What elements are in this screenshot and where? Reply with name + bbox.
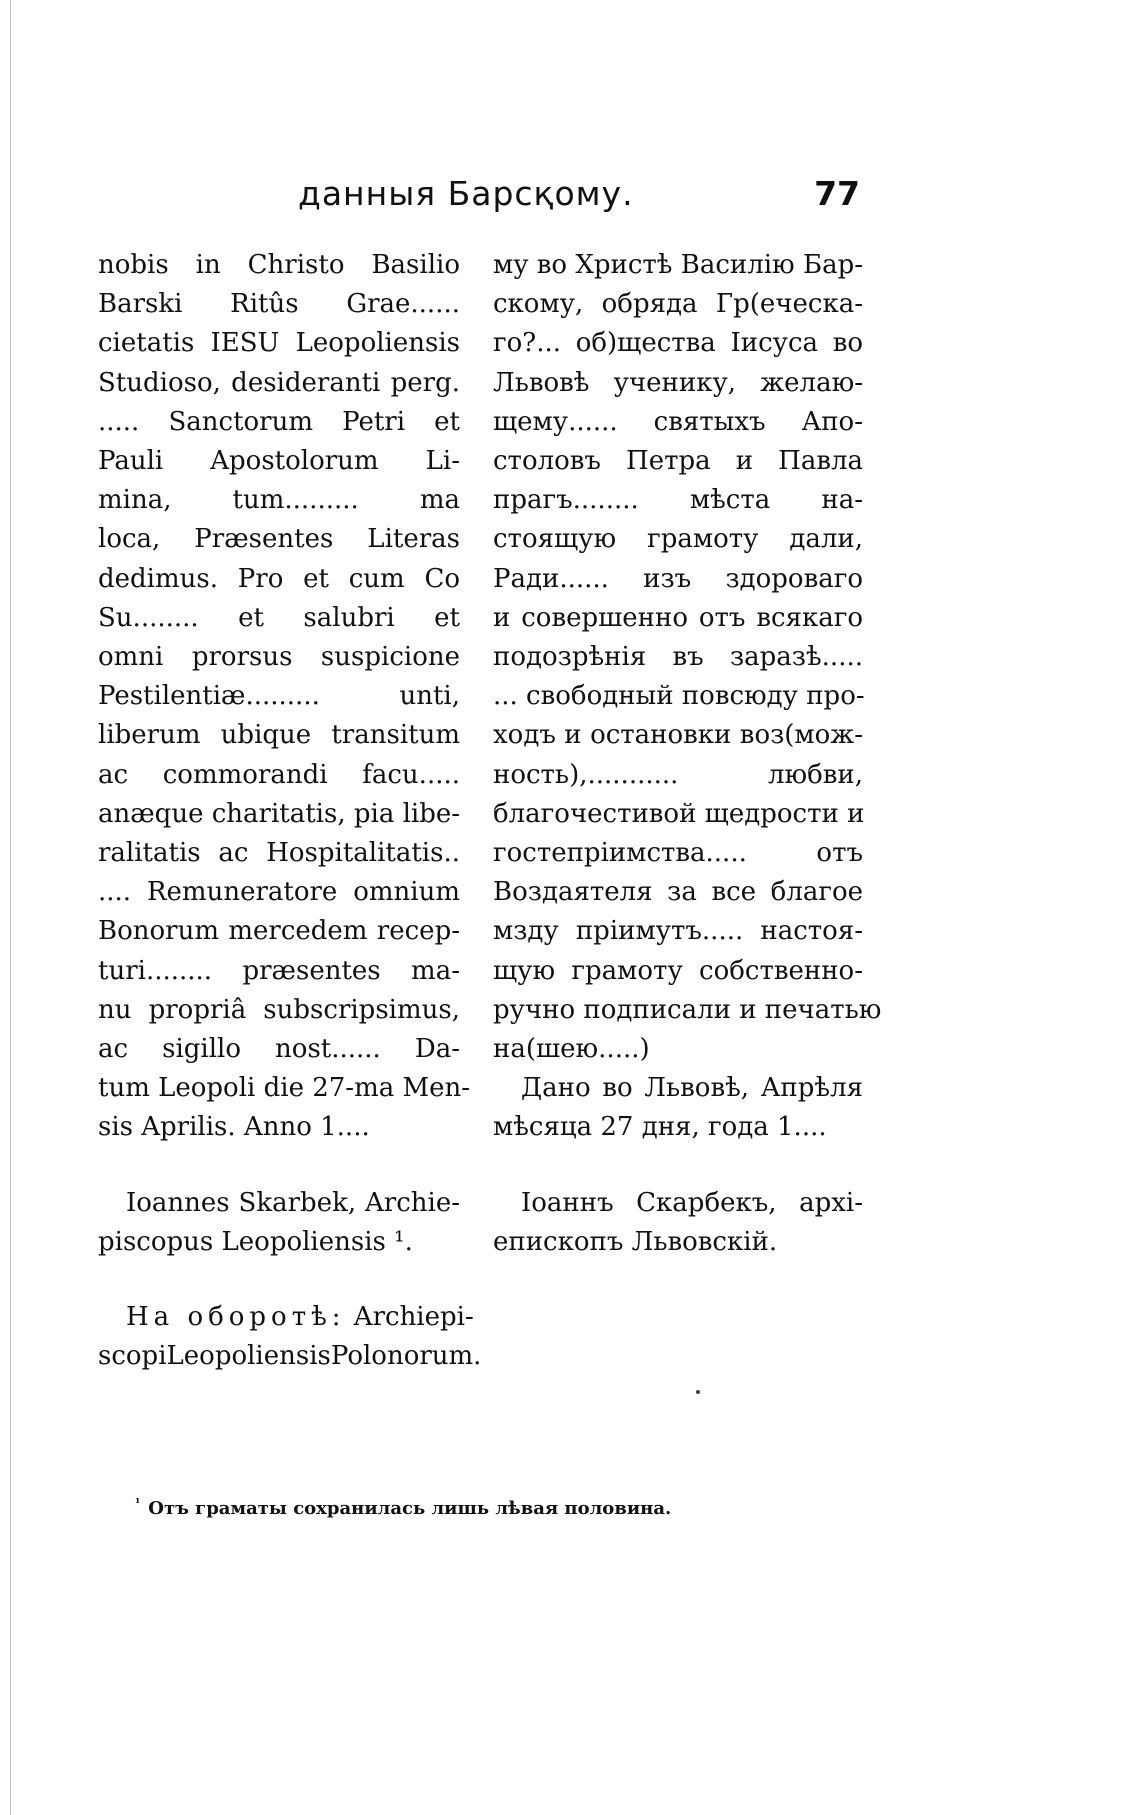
russian-date-line: мѣсяца 27 дня, года 1.... (493, 1112, 827, 1143)
russian-signature-line: Іоаннъ Скарбекъ, архі- (521, 1187, 863, 1218)
russian-text-line: скому, обряда Гр(еческа- (493, 289, 863, 320)
latin-text-line: ralitatis ac Hospitalitatis.. (98, 838, 460, 869)
latin-text-line: Pauli Apostolorum Li- (98, 446, 460, 477)
latin-text-line: Barski Ritûs Grae...... (98, 289, 460, 320)
latin-text-line: sis Aprilis. Anno 1.... (98, 1112, 370, 1143)
latin-column (98, 246, 482, 1412)
latin-main-paragraph (98, 246, 471, 1148)
latin-text-line: .... Remuneratore omnium (98, 877, 460, 908)
russian-signature-line: епископъ Львовскій. (493, 1226, 778, 1257)
latin-text-line: ac sigillo nost...... Da- (98, 1034, 460, 1065)
russian-text-line: ность),........... любви, (493, 759, 863, 790)
russian-text-line: Ради...... изъ здороваго (493, 563, 863, 594)
russian-text-line: ходъ и остановки воз(мож- (493, 720, 863, 751)
russian-text-line: щему...... святыхъ Апо- (493, 406, 863, 437)
latin-text-line: omni prorsus suspicione (98, 642, 460, 673)
russian-text-line: ... свободный повсюду про- (493, 681, 865, 712)
latin-text-line: Bonorum mercedem recep- (98, 916, 460, 947)
russian-signature (493, 1184, 863, 1262)
verso-label: На оборотѣ: (126, 1302, 346, 1333)
latin-text-line: tum Leopoli die 27-ma Men- (98, 1073, 471, 1104)
russian-text-line: и совершенно отъ всякаго (493, 602, 863, 633)
latin-text-line: cietatis IESU Leopoliensis (98, 328, 460, 359)
stray-dot (696, 1390, 700, 1394)
russian-text-line: щую грамоту собственно- (493, 955, 863, 986)
verso-text-2: scopiLeopoliensisPolonorum. (98, 1341, 482, 1372)
running-title: данныя Барсқому. (298, 174, 634, 213)
russian-text-line: благочестивой щедрости и (493, 798, 865, 829)
latin-signature-line: piscopus Leopoliensis ¹. (98, 1226, 413, 1257)
russian-text-line: Воздаятеля за все благое (493, 877, 863, 908)
verso-text-1: Archiepi- (345, 1302, 474, 1333)
page-edge-line (10, 0, 11, 1815)
latin-text-line: dedimus. Pro et cum Co (98, 563, 460, 594)
latin-signature (98, 1184, 460, 1262)
russian-text-line: ручно подписали и печатью (493, 994, 882, 1025)
latin-text-line: liberum ubique transitum (98, 720, 460, 751)
russian-text-line: прагъ........ мѣста на- (493, 485, 863, 516)
russian-text-line: стоящую грамоту дали, (493, 524, 863, 555)
russian-text-line: го?... об)щества Іисуса во (493, 328, 863, 359)
latin-text-line: nobis in Christo Basilio (98, 250, 460, 280)
latin-text-line: ac commorandi facu..... (98, 759, 460, 790)
russian-text-line: мзду пріимутъ..... настоя- (493, 916, 863, 947)
latin-text-line: ..... Sanctorum Petri et (98, 406, 460, 437)
russian-text-line: гостепріимства..... отъ (493, 838, 863, 869)
russian-text-line: на(шею.....) (493, 1034, 650, 1065)
latin-text-line: Su........ et salubri et (98, 602, 460, 633)
running-head (290, 168, 860, 228)
russian-date-paragraph (493, 1069, 863, 1147)
russian-text-line: столовъ Петра и Павла (493, 446, 863, 477)
russian-text-line: Львовѣ ученику, желаю- (493, 367, 863, 398)
latin-text-line: turi........ præsentes ma- (98, 955, 460, 986)
latin-text-line: loca, Præsentes Literas (98, 524, 460, 555)
latin-text-line: nu propriâ subscripsimus, (98, 994, 460, 1025)
russian-text-line: подозрѣнія въ заразѣ..... (493, 642, 863, 673)
footnote-text: Отъ граматы сохранилась лишь лѣвая половина. (148, 1498, 672, 1519)
latin-verso-note (98, 1298, 482, 1376)
russian-date-line: Дано во Львовѣ, Апрѣля (521, 1073, 863, 1104)
footnote (135, 1496, 855, 1519)
russian-main-paragraph (493, 246, 882, 1069)
latin-text-line: Studioso, desideranti perg. (98, 367, 460, 398)
russian-column (493, 246, 882, 1298)
latin-text-line: mina, tum......... ma (98, 485, 460, 516)
latin-signature-line: Ioannes Skarbek, Archie- (126, 1187, 460, 1218)
russian-text-line: му во Христѣ Василію Бар- (493, 250, 863, 280)
latin-text-line: Pestilentiæ......... unti, (98, 681, 460, 712)
page-number: 77 (814, 174, 860, 213)
footnote-marker: ¹ (135, 1496, 141, 1510)
latin-text-line: anæque charitatis, pia libe- (98, 798, 461, 829)
